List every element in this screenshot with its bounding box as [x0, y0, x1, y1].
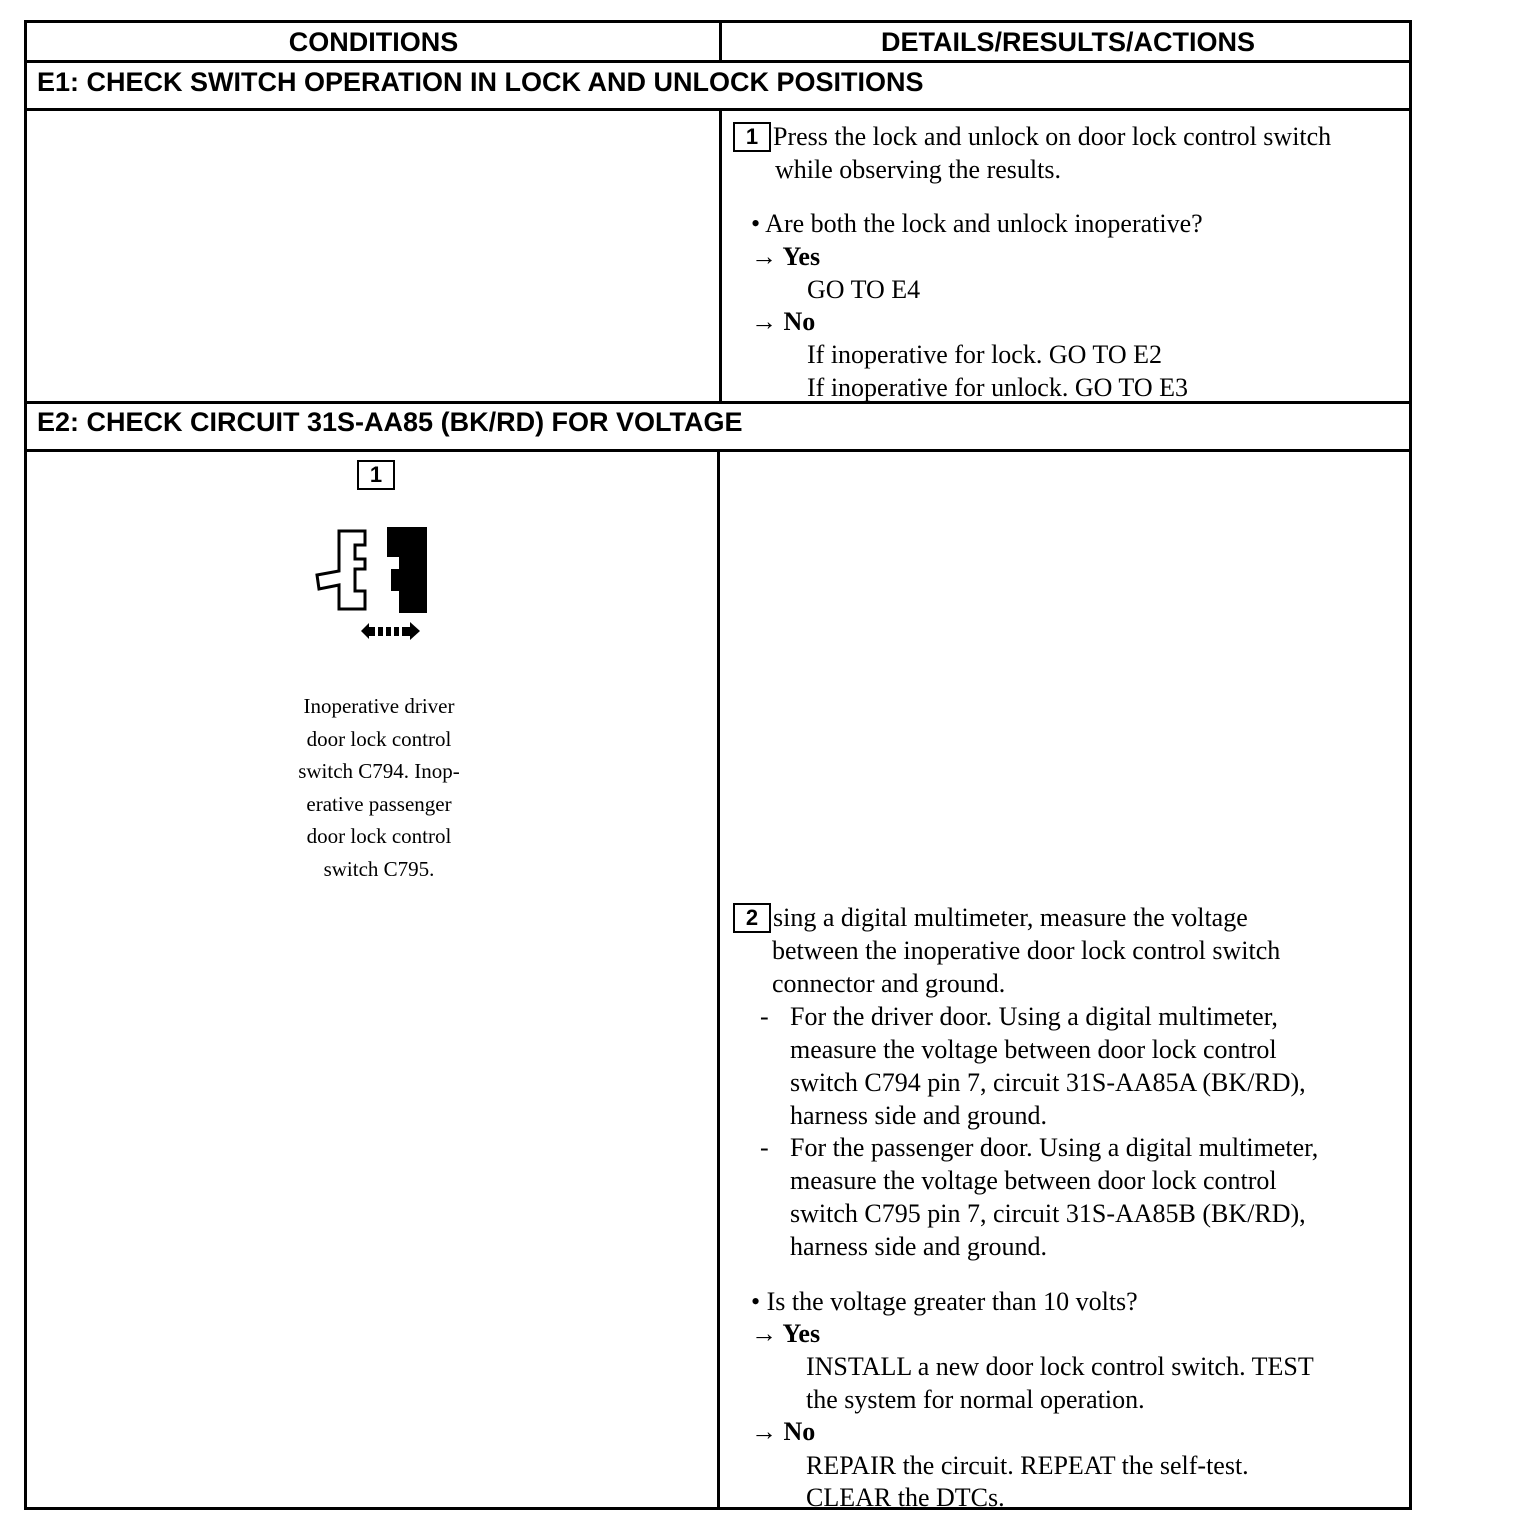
passenger-line: switch C795 pin 7, circuit 31S-AA85B (BK/RD),: [790, 1199, 1306, 1228]
caption-line: switch C794. Inop-: [298, 759, 460, 783]
divider: [719, 23, 722, 63]
divider: [27, 401, 1409, 404]
e2-no-action: CLEAR the DTCs.: [806, 1483, 1005, 1512]
e1-step: [733, 120, 1331, 154]
section-title-e1: E1: CHECK SWITCH OPERATION IN LOCK AND UNLOCK POSITIONS: [37, 67, 924, 97]
driver-line: For the driver door. Using a digital multimeter,: [790, 1002, 1278, 1031]
connector-disconnect-icon: [309, 523, 449, 653]
e2-step: [733, 901, 1248, 935]
e2-step-line: connector and ground.: [772, 969, 1006, 998]
e2-question: • Is the voltage greater than 10 volts?: [751, 1287, 1138, 1316]
step-number-badge: 1: [733, 122, 771, 152]
caption-line: erative passenger: [306, 791, 452, 816]
divider: [717, 452, 720, 1510]
passenger-line: measure the voltage between door lock control: [790, 1166, 1277, 1195]
header-details: DETAILS/RESULTS/ACTIONS: [880, 27, 1255, 57]
e1-yes-label: → Yes: [751, 242, 821, 271]
e1-step-line1: Press the lock and unlock on door lock control switch: [773, 122, 1332, 151]
e2-yes-action: the system for normal operation.: [806, 1385, 1145, 1414]
header-conditions: CONDITIONS: [288, 27, 459, 57]
e2-no-label: → No: [751, 1417, 816, 1446]
driver-line: switch C794 pin 7, circuit 31S-AA85A (BK/RD),: [790, 1068, 1306, 1097]
diagram-step-number-badge: 1: [357, 460, 395, 490]
e1-no-action1: If inoperative for lock. GO TO E2: [807, 340, 1162, 369]
caption-line: door lock control: [306, 824, 452, 848]
e1-no-label: → No: [751, 307, 816, 336]
passenger-line: harness side and ground.: [790, 1232, 1048, 1261]
section-title-e2: E2: CHECK CIRCUIT 31S-AA85 (BK/RD) FOR VOLTAGE: [37, 407, 743, 437]
caption-line: door lock control: [306, 726, 452, 751]
divider: [27, 60, 1409, 63]
e2-no-action: REPAIR the circuit. REPEAT the self-test.: [806, 1451, 1249, 1480]
driver-line: measure the voltage between door lock control: [790, 1035, 1277, 1064]
divider: [719, 111, 722, 404]
driver-line: harness side and ground.: [790, 1101, 1048, 1130]
dash: -: [760, 1002, 769, 1031]
caption-line: Inoperative driver: [303, 694, 455, 718]
diagnostic-table: [24, 20, 1412, 1510]
diagram-caption: [227, 690, 531, 885]
step-number-badge: 2: [733, 903, 771, 933]
e2-step-line: between the inoperative door lock control switch: [772, 936, 1281, 965]
e1-no-action2: If inoperative for unlock. GO TO E3: [807, 373, 1188, 402]
caption-line: switch C795.: [323, 856, 435, 881]
e2-yes-label: → Yes: [751, 1319, 821, 1348]
e2-yes-action: INSTALL a new door lock control switch. TEST: [806, 1352, 1314, 1381]
dash: -: [760, 1133, 769, 1162]
passenger-line: For the passenger door. Using a digital multimeter,: [790, 1133, 1319, 1162]
e2-step-line: sing a digital multimeter, measure the voltage: [773, 903, 1248, 932]
e1-question: • Are both the lock and unlock inoperative?: [751, 209, 1203, 238]
e1-yes-action: GO TO E4: [807, 275, 921, 304]
e1-step-line2: while observing the results.: [775, 155, 1061, 184]
divider: [27, 108, 1409, 111]
